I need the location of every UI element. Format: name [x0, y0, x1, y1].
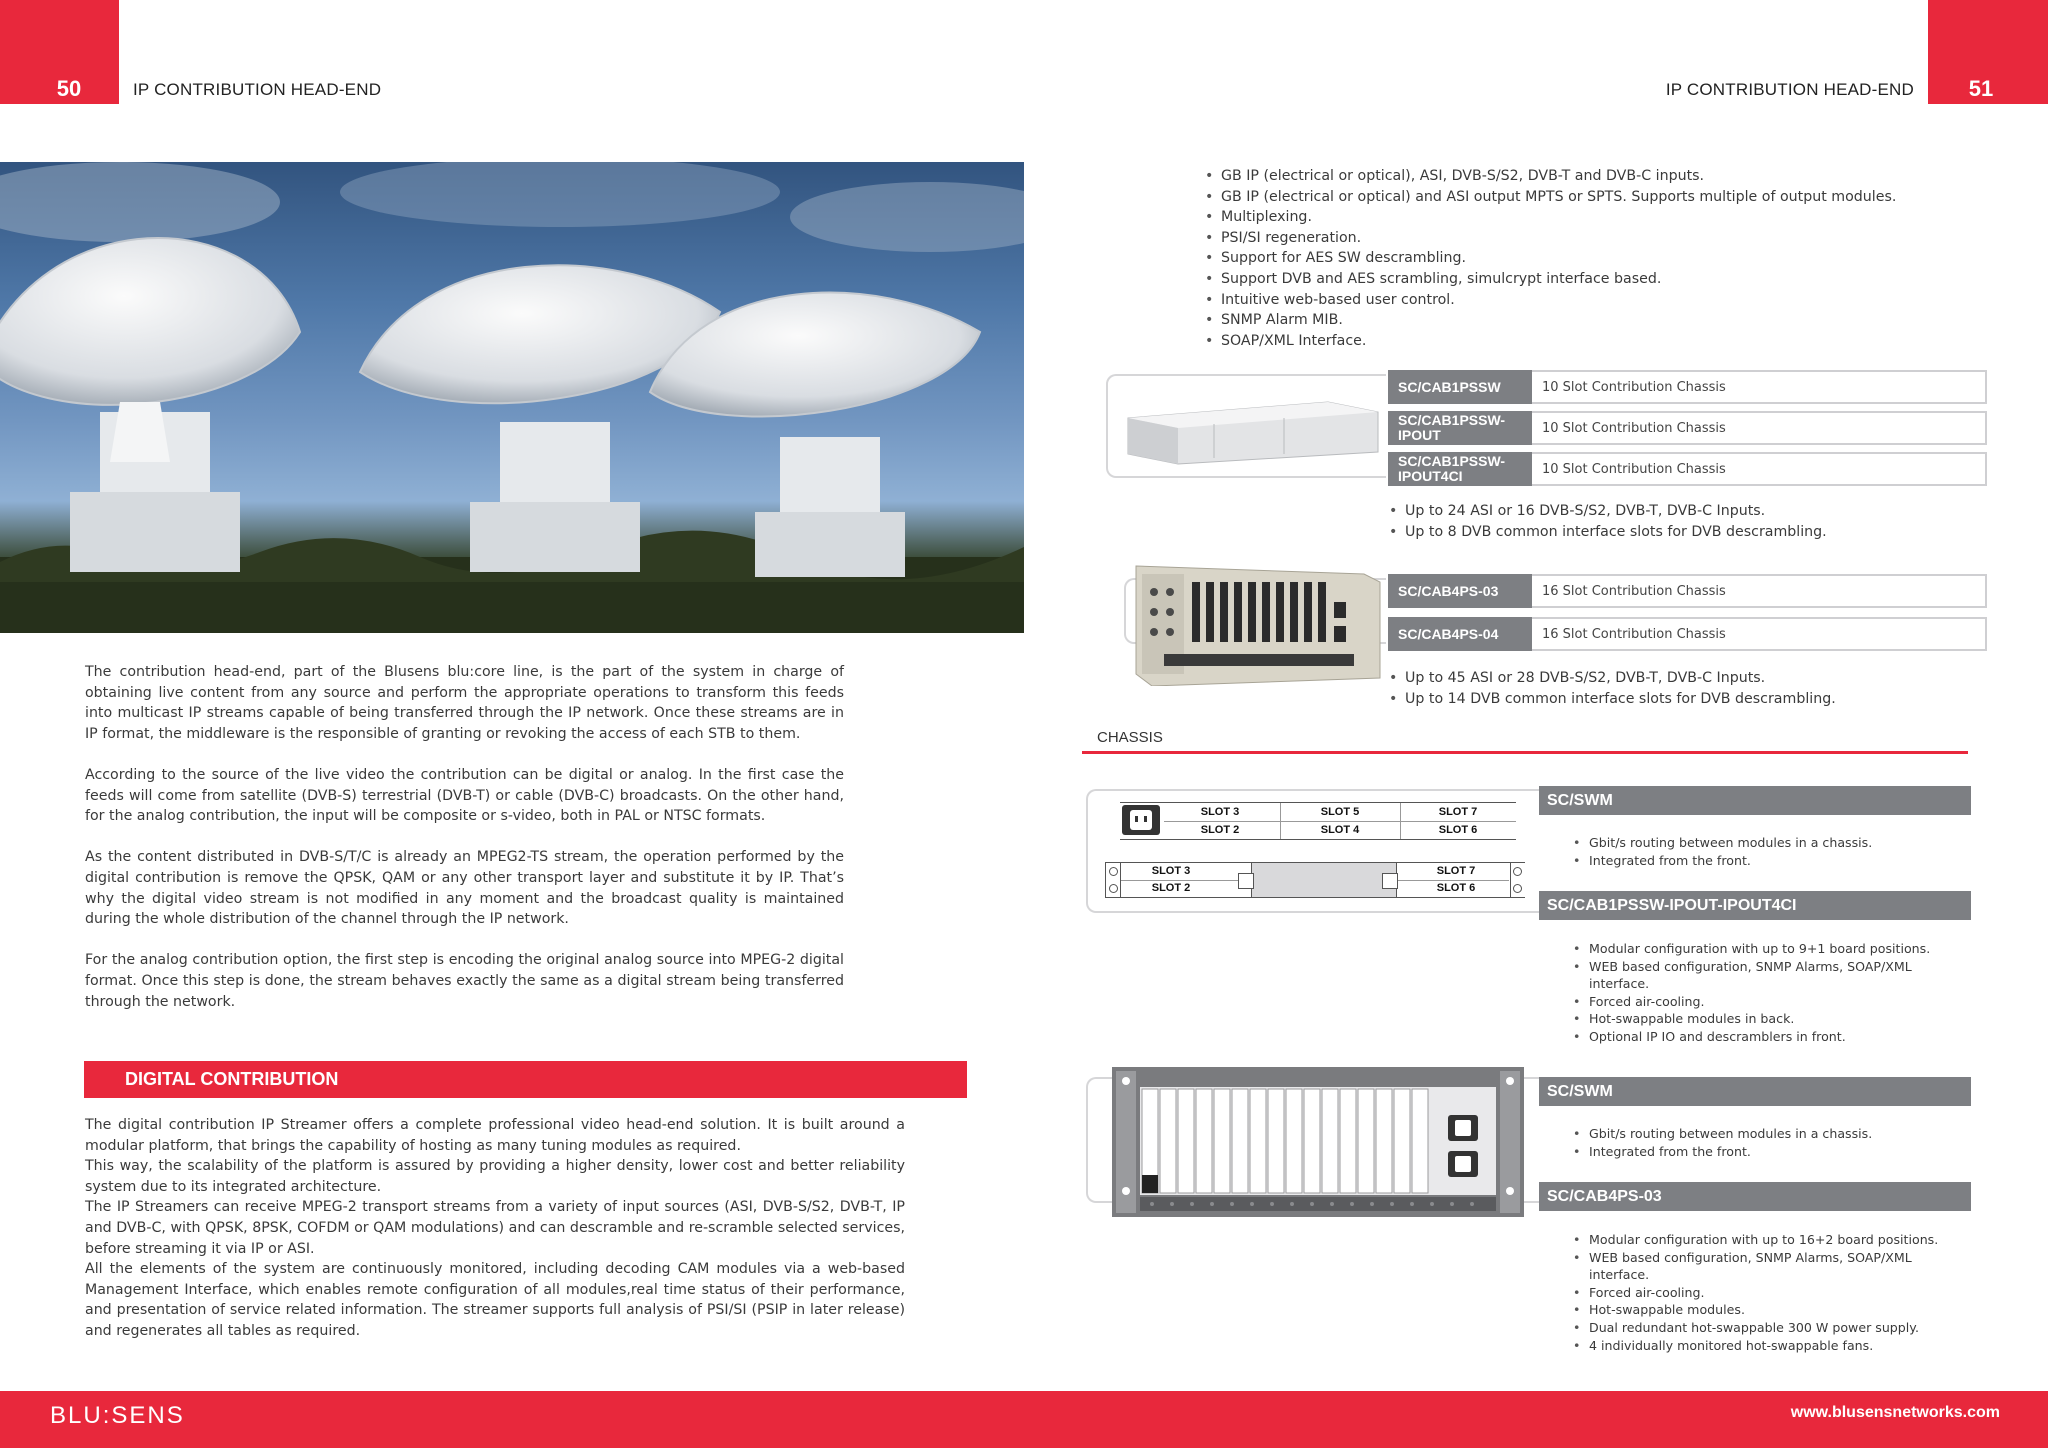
- dc-paragraph: All the elements of the system are continuously monitored, including decoding CAM modules via a web-based Management Interface, which enables remote configuration of all modules,real time status of their performance, and presentation of service related information. The streamer supports full analysis of PSI/SI (PSIP in later release) and regenerates all tables as required.: [85, 1261, 905, 1339]
- chassis-code: SC/CAB4PS-03: [1388, 574, 1532, 608]
- slot-label: SLOT 3: [1151, 865, 1191, 877]
- chassis-note: • Up to 14 DVB common interface slots for DVB descrambling.: [1389, 689, 1989, 710]
- intro-paragraph: For the analog contribution option, the first step is encoding the original analog source into MPEG-2 digital format. Once this step is done, the stream behaves exactly the same as a digital stream being transferred through the network.: [85, 952, 844, 1010]
- chassis-desc: 16 Slot Contribution Chassis: [1532, 574, 1987, 608]
- feature-item: • GB IP (electrical or optical) and ASI output MPTS or SPTS. Supports multiple of output modules.: [1205, 187, 1965, 208]
- feature-item: • SNMP Alarm MIB.: [1205, 310, 1965, 331]
- feature-item: • Intuitive web-based user control.: [1205, 290, 1965, 311]
- block-2-model-title: SC/CAB4PS-03: [1539, 1182, 1971, 1211]
- model-item: • 4 individually monitored hot-swappable fans.: [1573, 1337, 1963, 1355]
- chassis-section-title: CHASSIS: [1097, 729, 1163, 746]
- slot-diagram-front: [1105, 862, 1525, 898]
- slot-diagram-back: [1120, 802, 1516, 840]
- swm-item: • Gbit/s routing between modules in a chassis.: [1573, 1125, 1963, 1143]
- feature-item: • Multiplexing.: [1205, 207, 1965, 228]
- swm-item: • Integrated from the front.: [1573, 852, 1963, 870]
- blusens-logo: BLU:SENS: [50, 1402, 185, 1429]
- page-header-left: IP CONTRIBUTION HEAD-END: [133, 80, 382, 99]
- block-1-model-list: [1573, 940, 1963, 1046]
- feature-item: • Support for AES SW descrambling.: [1205, 248, 1965, 269]
- swm-item: • Gbit/s routing between modules in a chassis.: [1573, 834, 1963, 852]
- dc-paragraph: The IP Streamers can receive MPEG-2 transport streams from a variety of input sources (ASI, DVB-S/S2, DVB-T, IP and DVB-C, with QPSK, 8PSK, COFDM or QAM modulations) and can descramble and re-scramble selected services, before streaming it via IP or ASI.: [85, 1199, 905, 1257]
- intro-paragraph: The contribution head-end, part of the Blusens blu:core line, is the part of the system in charge of obtaining live content from any source and perform the appropriate operations to transform this feeds into multicast IP streams capable of being transferred through the IP network. Once these streams are in IP format, the middleware is the responsible of granting or revoking the access of each STB to them.: [85, 664, 844, 742]
- chassis-desc: 10 Slot Contribution Chassis: [1532, 452, 1987, 486]
- footer-url[interactable]: www.blusensnetworks.com: [1790, 1404, 2000, 1421]
- chassis-note: • Up to 24 ASI or 16 DVB-S/S2, DVB-T, DVB-C Inputs.: [1389, 501, 1989, 522]
- slot-label: SLOT 3: [1200, 806, 1240, 818]
- model-item: • Dual redundant hot-swappable 300 W power supply.: [1573, 1319, 1963, 1337]
- dc-paragraph: This way, the scalability of the platform is assured by providing a higher density, lower cost and better reliability system due to its integrated architecture.: [85, 1158, 905, 1195]
- chassis-code: SC/CAB4PS-04: [1388, 617, 1532, 651]
- chassis-section-rule: [1082, 751, 1968, 754]
- chassis-desc: 16 Slot Contribution Chassis: [1532, 617, 1987, 651]
- intro-paragraph: According to the source of the live video the contribution can be digital or analog. In the first case the feeds will come from satellite (DVB-S) terrestrial (DVB-T) or cable (DVB-C) broadcasts. On the other hand, for the analog contribution, the input will be composite or s-video, both in PAL or NTSC formats.: [85, 766, 844, 825]
- slot-label: SLOT 6: [1438, 824, 1478, 836]
- power-inlet-icon: [1122, 805, 1160, 835]
- model-item: • Hot-swappable modules.: [1573, 1301, 1963, 1319]
- block-1-model-title: SC/CAB1PSSW-IPOUT-IPOUT4CI: [1539, 891, 1971, 920]
- chassis-code: SC/CAB1PSSW: [1388, 370, 1532, 404]
- chassis-note: • Up to 45 ASI or 28 DVB-S/S2, DVB-T, DVB-C Inputs.: [1389, 668, 1989, 689]
- chassis-code: SC/CAB1PSSW-IPOUT4CI: [1388, 452, 1532, 486]
- model-item: • Forced air-cooling.: [1573, 1284, 1963, 1302]
- block-2-swm-list: [1573, 1125, 1963, 1160]
- model-item: • WEB based configuration, SNMP Alarms, SOAP/XML interface.: [1573, 958, 1963, 993]
- feature-item: • PSI/SI regeneration.: [1205, 228, 1965, 249]
- rack-1u-image: [1124, 396, 1382, 466]
- page-number-right: 51: [1968, 76, 1994, 101]
- slot-label: SLOT 7: [1438, 806, 1478, 818]
- digital-contribution-text: [85, 1115, 905, 1342]
- intro-paragraph: As the content distributed in DVB-S/T/C is already an MPEG2-TS stream, the operation performed by the digital contribution is remove the QPSK, QAM or any other transport layer and substitute it by IP. That’s why the digital video stream is not modified in any moment and the broadcast quality is maintained during the whole distribution of the channel through the IP network.: [85, 849, 844, 928]
- feature-item: • SOAP/XML Interface.: [1205, 331, 1965, 352]
- slot-label: SLOT 2: [1200, 824, 1240, 836]
- page-header-right: IP CONTRIBUTION HEAD-END: [1665, 80, 1914, 99]
- rack-4u-image: [1134, 562, 1384, 686]
- chassis-desc: 10 Slot Contribution Chassis: [1532, 411, 1987, 445]
- feature-item: • GB IP (electrical or optical), ASI, DVB-S/S2, DVB-T and DVB-C inputs.: [1205, 166, 1965, 187]
- model-item: • Modular configuration with up to 16+2 board positions.: [1573, 1231, 1963, 1249]
- block-1-swm-list: [1573, 834, 1963, 869]
- page-number-left: 50: [56, 76, 82, 101]
- model-item: • Forced air-cooling.: [1573, 993, 1963, 1011]
- block-1-swm-title: SC/SWM: [1539, 786, 1971, 815]
- chassis-desc: 10 Slot Contribution Chassis: [1532, 370, 1987, 404]
- model-item: • Modular configuration with up to 9+1 board positions.: [1573, 940, 1963, 958]
- chassis-notes-1: [1389, 501, 1989, 542]
- intro-text: [85, 662, 844, 1033]
- dc-paragraph: The digital contribution IP Streamer offers a complete professional video head-end solution. It is built around a modular platform, that brings the capability of hosting as many tuning modules as required.: [85, 1117, 905, 1154]
- model-item: • Optional IP IO and descramblers in front.: [1573, 1028, 1963, 1046]
- swm-item: • Integrated from the front.: [1573, 1143, 1963, 1161]
- model-item: • WEB based configuration, SNMP Alarms, SOAP/XML interface.: [1573, 1249, 1963, 1284]
- slot-label: SLOT 6: [1436, 882, 1476, 894]
- chassis-code: SC/CAB1PSSW-IPOUT: [1388, 411, 1532, 445]
- slot-label: SLOT 5: [1320, 806, 1360, 818]
- slot-label: SLOT 4: [1320, 824, 1360, 836]
- block-2-swm-title: SC/SWM: [1539, 1077, 1971, 1106]
- rack-front-image: [1112, 1067, 1524, 1217]
- feature-list: [1205, 166, 1965, 351]
- digital-contribution-title: DIGITAL CONTRIBUTION: [125, 1069, 339, 1089]
- model-item: • Hot-swappable modules in back.: [1573, 1010, 1963, 1028]
- slot-label: SLOT 2: [1151, 882, 1191, 894]
- satellite-dishes-photo: [0, 162, 1024, 633]
- block-2-model-list: [1573, 1231, 1963, 1354]
- feature-item: • Support DVB and AES scrambling, simulcrypt interface based.: [1205, 269, 1965, 290]
- chassis-note: • Up to 8 DVB common interface slots for DVB descrambling.: [1389, 522, 1989, 543]
- chassis-notes-2: [1389, 668, 1989, 709]
- slot-label: SLOT 7: [1436, 865, 1476, 877]
